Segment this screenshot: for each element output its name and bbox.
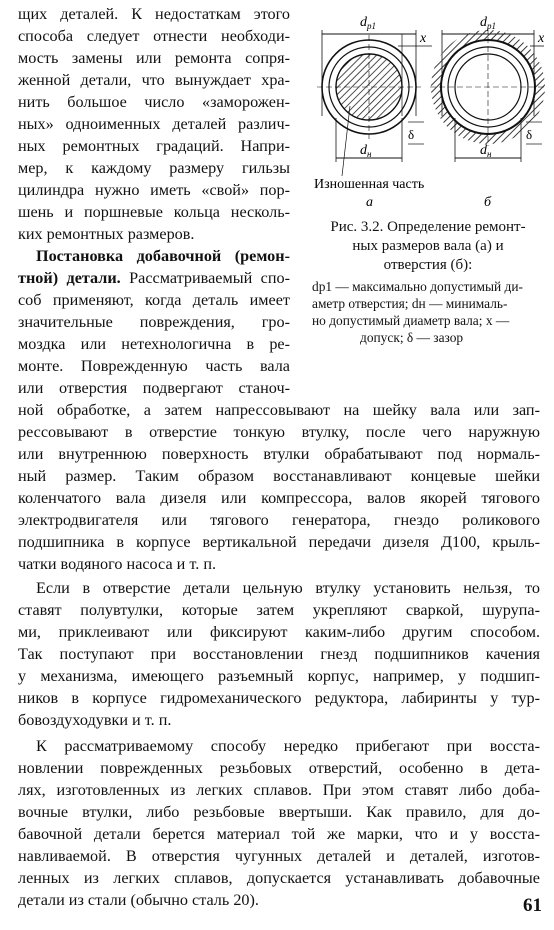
text-line: или внутреннюю поверхность втулки обрабатывают под нормаль- xyxy=(18,445,540,463)
label-dn-a: $d_н$ xyxy=(360,143,372,159)
text-line: ставят полувтулки, которые затем укрепляют сваркой, шурупа- xyxy=(18,601,540,619)
text-line: электродвигателя или тягового генератора, гнездо роликового xyxy=(18,511,540,529)
text-line: моздка или нетехнологична в ре- xyxy=(18,335,290,353)
text-line: шень и поршневые кольца несколь- xyxy=(18,203,290,221)
figure-legend-line: но допустимый диаметр вала; x — xyxy=(312,313,510,328)
text-line: у механизма, имеющего разъемный корпус, например, у подшип- xyxy=(18,667,540,685)
label-x-a: x xyxy=(420,31,427,46)
label-b: б xyxy=(484,195,492,210)
section-heading-cont: тной) детали. xyxy=(18,269,121,287)
text-line: значительные повреждения, гро- xyxy=(18,313,290,331)
text-line: новлении поврежденных резьбовых отверстий, особенно в дета- xyxy=(18,759,540,777)
label-a: а xyxy=(366,195,373,210)
text-line: цилиндра нужно иметь «свой» пор- xyxy=(18,181,290,199)
text-line: ми, приклеивают или фиксируют каким-либо другим способом. xyxy=(18,623,540,641)
text-line: способа следует отнести необходи- xyxy=(18,27,290,45)
figure-caption-line: ных размеров вала (а) и xyxy=(352,238,504,254)
text-line: коленчатого вала дизеля или компрессора, валов якорей тягового xyxy=(18,489,540,507)
text-line: бовоздуходувки и т. п. xyxy=(18,711,172,729)
text-line: мер, к каждому размеру гильзы xyxy=(18,159,290,177)
text-line: лях, изготовленных из легких сплавов. При этом ставят либо доба- xyxy=(18,781,540,799)
label-delta-b: δ xyxy=(526,127,533,142)
text-line: навливаемой. В отверстия чугунных деталей и деталей, изготов- xyxy=(18,847,540,865)
text-line: монте. Поврежденную часть вала xyxy=(18,357,290,375)
label-dn-b: $d_н$ xyxy=(480,143,492,159)
text-line: нить большое число «заморожен- xyxy=(18,93,290,111)
text-line: ников в корпусе гидромеханического редуктора, лабиринты у тур- xyxy=(18,689,540,707)
text-line: соб применяют, когда деталь имеет xyxy=(18,291,290,309)
figure-3-2 xyxy=(312,6,548,216)
text-line: женной детали, что вынуждает хра- xyxy=(18,71,290,89)
label-worn-part: Изношенная часть xyxy=(314,177,425,192)
text-line xyxy=(18,268,290,289)
text-line: ный размер. Таким образом восстанавливают концевые шейки xyxy=(18,467,540,485)
text-line: ких ремонтных размеров. xyxy=(18,225,195,243)
text-line: мость замены или ремонта сопря- xyxy=(18,49,290,67)
text-line: ных» одноименных деталей различ- xyxy=(18,115,290,133)
section-heading-line xyxy=(36,246,290,267)
text-line: или отверстия подвергают станоч- xyxy=(18,379,290,397)
label-dp1-b: $d_{p1}$ xyxy=(480,15,496,31)
label-delta-a: δ xyxy=(408,127,415,142)
text-line: ленных из легких сплавов, допускается устанавливать добавочные xyxy=(18,869,540,887)
text-line: бавочной детали берется материал той же марки, что и у восста- xyxy=(18,825,540,843)
text-span: Рассматриваемый спо- xyxy=(120,269,290,287)
text-line: Если в отверстие детали цельную втулку установить нельзя, то xyxy=(36,579,540,597)
label-x-b: x xyxy=(538,31,545,46)
figure-legend-line: аметр отверстия; dн — минималь- xyxy=(312,296,508,311)
text-line: ной обработке, а затем напрессовывают на шейку вала или зап- xyxy=(18,401,540,419)
text-line: рессовывают в отверстие тонкую втулку, после чего наружную xyxy=(18,423,540,441)
section-heading: Постановка добавочной (ремон- xyxy=(36,247,290,265)
text-line: чатки водяного насоса и т. п. xyxy=(18,555,217,573)
text-line: Так поступают при восстановлении гнезд подшипников качения xyxy=(18,645,540,663)
figure-caption-line: отверстия (б): xyxy=(383,257,473,273)
figure-legend-line: допуск; δ — зазор xyxy=(360,330,464,345)
figure-legend-line: dр1 — максимально допустимый ди- xyxy=(312,279,523,294)
diagram-a xyxy=(317,30,432,176)
text-line: ных ремонтных градаций. Напри- xyxy=(18,137,290,155)
text-line: детали из стали (обычно сталь 20). xyxy=(18,891,259,909)
page-number: 61 xyxy=(523,895,542,916)
text-line: вочные втулки, либо резьбовые ввертыши. Как правило, для до- xyxy=(18,803,540,821)
label-dp1-a: $d_{p1}$ xyxy=(360,15,376,31)
text-line: К рассматриваемому способу нередко прибегают при восста- xyxy=(36,737,540,755)
text-line: щих деталей. К недостаткам этого xyxy=(18,5,290,23)
figure-caption-line: Рис. 3.2. Определение ремонт- xyxy=(330,219,526,235)
text-line: подшипника в корпусе вертикальной передачи дизеля Д100, крыль- xyxy=(18,533,540,551)
